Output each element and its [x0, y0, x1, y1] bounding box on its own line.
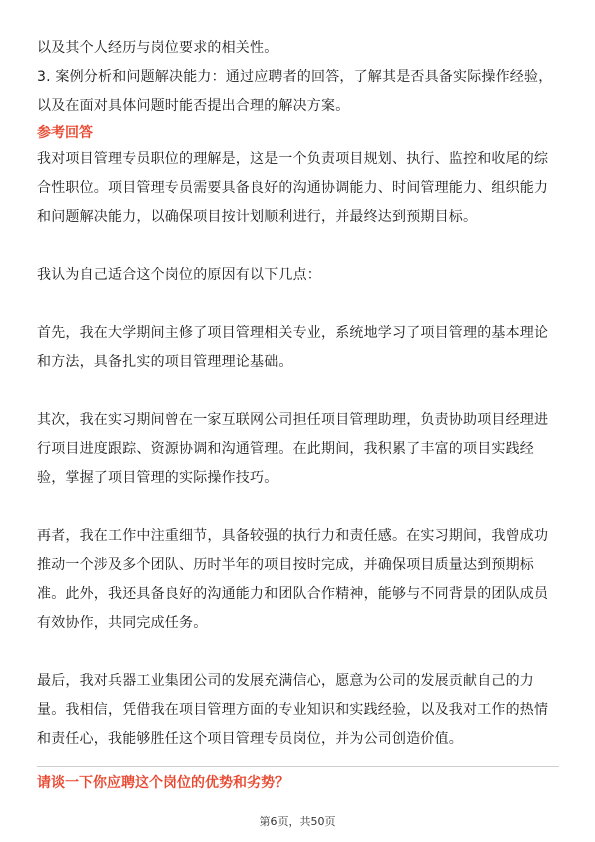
answer-paragraph: [37, 406, 559, 493]
answer-paragraph: [37, 667, 559, 754]
text-line: 3. 案例分析和问题解决能力：通过应聘者的回答，了解其是否具备实际操作经验，: [37, 69, 553, 85]
paragraph-gap: [37, 377, 559, 406]
text-line: 推动一个涉及多个团队、历时半年的项目按时完成，并确保项目质量达到预期标: [37, 557, 534, 573]
paragraph-gap: [37, 290, 559, 319]
text-line: 我对项目管理专员职位的理解是，这是一个负责项目规划、执行、监控和收尾的综: [37, 151, 549, 167]
section-divider: [37, 766, 559, 767]
text-line: 以及在面对具体问题时能否提出合理的解决方案。: [37, 98, 350, 114]
answer-paragraph: [37, 145, 559, 232]
document-body: [37, 34, 559, 754]
text-line: 以及其个人经历与岗位要求的相关性。: [37, 40, 279, 56]
text-line: 首先，我在大学期间主修了项目管理相关专业，系统地学习了项目管理的基本理论: [37, 325, 549, 341]
answer-paragraph: [37, 319, 559, 377]
text-line: 最后，我对兵器工业集团公司的发展充满信心，愿意为公司的发展贡献自己的力: [37, 673, 534, 689]
answer-paragraph: [37, 261, 559, 290]
answer-heading: 参考回答: [37, 125, 93, 141]
text-line: 其次，我在实习期间曾在一家互联网公司担任项目管理助理，负责协助项目经理进: [37, 412, 549, 428]
text-line: 验，掌握了项目管理的实际操作技巧。: [37, 470, 279, 486]
page-number: 第6页，共50页: [259, 815, 336, 828]
text-line: 准。此外，我还具备良好的沟通能力和团队合作精神，能够与不同背景的团队成员: [37, 586, 549, 602]
text-line: 合性职位。项目管理专员需要具备良好的沟通协调能力、时间管理能力、组织能力: [37, 180, 549, 196]
text-line: 有效协作，共同完成任务。: [37, 615, 208, 631]
text-line: 行项目进度跟踪、资源协调和沟通管理。在此期间，我积累了丰富的项目实践经: [37, 441, 534, 457]
text-line: 量。我相信，凭借我在项目管理方面的专业知识和实践经验，以及我对工作的热情: [37, 702, 549, 718]
paragraph-gap: [37, 638, 559, 667]
text-line: 再者，我在工作中注重细节，具备较强的执行力和责任感。在实习期间，我曾成功: [37, 528, 549, 544]
answer-paragraph: [37, 522, 559, 638]
text-line: 和责任心，我能够胜任这个项目管理专员岗位，并为公司创造价值。: [37, 731, 463, 747]
text-line: 我认为自己适合这个岗位的原因有以下几点：: [37, 267, 321, 283]
paragraph-gap: [37, 232, 559, 261]
paragraph-gap: [37, 493, 559, 522]
next-question-heading: 请谈一下你应聘这个岗位的优势和劣势？: [37, 775, 289, 791]
text-line: 和方法，具备扎实的项目管理理论基础。: [37, 354, 293, 370]
text-line: 和问题解决能力，以确保项目按计划顺利进行，并最终达到预期目标。: [37, 209, 478, 225]
